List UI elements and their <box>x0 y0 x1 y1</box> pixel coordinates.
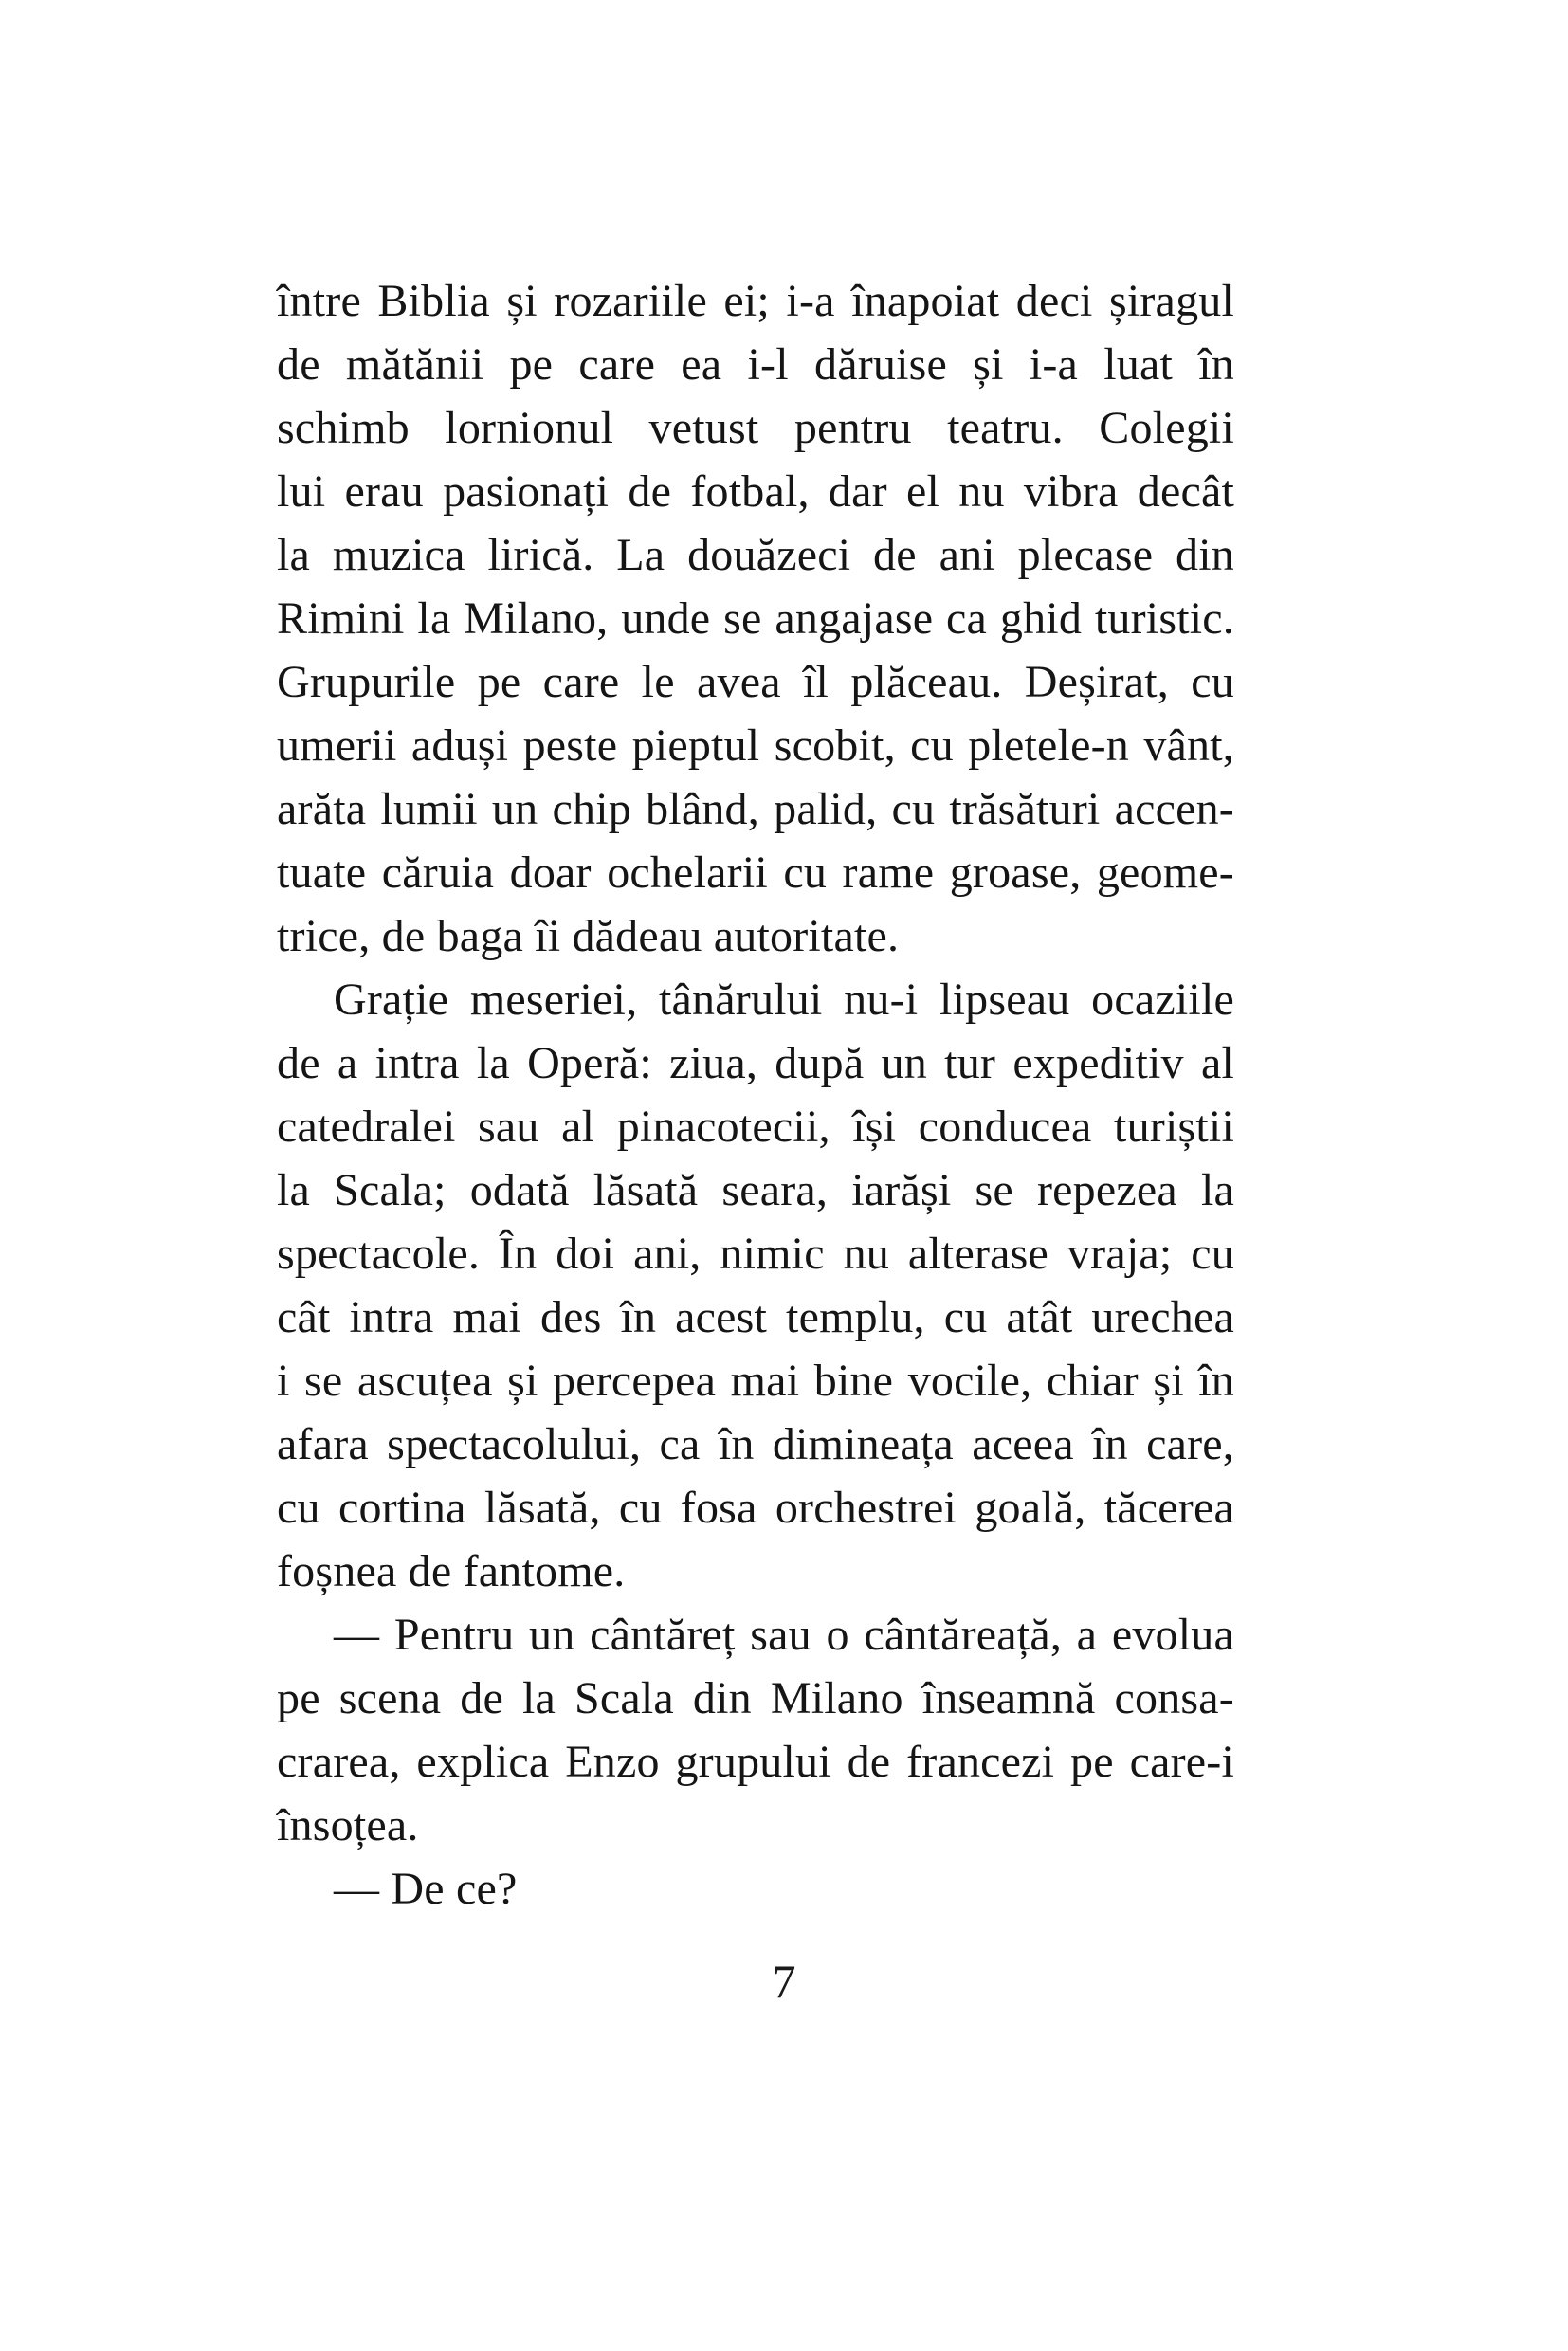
text-line: Rimini la Milano, unde se angajase ca ghid turistic. <box>277 593 1234 644</box>
paragraph <box>277 269 1234 968</box>
text-line: cât intra mai des în acest templu, cu atât urechea <box>277 1292 1234 1342</box>
text-line: însoțea. <box>277 1800 419 1850</box>
text-line: pe scena de la Scala din Milano înseamnă consa- <box>277 1673 1234 1723</box>
text-line: — Pentru un cântăreț sau o cântăreață, a evolua <box>334 1610 1234 1660</box>
text-line: la Scala; odată lăsată seara, iarăși se repezea la <box>277 1165 1234 1215</box>
text-line: lui erau pasionați de fotbal, dar el nu vibra decât <box>277 466 1234 517</box>
text-line: umerii aduși peste pieptul scobit, cu pletele-n vânt, <box>277 720 1234 771</box>
text-line: trice, de baga îi dădeau autoritate. <box>277 911 900 961</box>
text-line: de a intra la Operă: ziua, după un tur expeditiv al <box>277 1038 1234 1088</box>
text-line: Grație meseriei, tânărului nu-i lipseau ocaziile <box>334 975 1234 1025</box>
text-line: la muzica lirică. La douăzeci de ani plecase din <box>277 530 1234 580</box>
text-line: — De ce? <box>334 1864 518 1914</box>
text-line: crarea, explica Enzo grupului de francezi pe care-i <box>277 1737 1234 1787</box>
text-line: spectacole. În doi ani, nimic nu alterase vraja; cu <box>277 1229 1234 1279</box>
text-line: cu cortina lăsată, cu fosa orchestrei goală, tăcerea <box>277 1483 1234 1533</box>
text-line: foșnea de fantome. <box>277 1546 626 1596</box>
text-line: arăta lumii un chip blând, palid, cu trăsături accen- <box>277 784 1234 834</box>
text-block <box>277 269 1234 1921</box>
text-line: catedralei sau al pinacotecii, își conducea turiștii <box>277 1102 1234 1152</box>
text-line: schimb lornionul vetust pentru teatru. Colegii <box>277 403 1234 453</box>
text-line: tuate căruia doar ochelarii cu rame groase, geome- <box>277 847 1234 898</box>
text-line: i se ascuțea și percepea mai bine vocile, chiar și în <box>277 1356 1234 1406</box>
text-line: Grupurile pe care le avea îl plăceau. Deșirat, cu <box>277 657 1234 707</box>
paragraph-dialogue <box>277 1857 1234 1921</box>
page-number: 7 <box>772 1955 796 2008</box>
text-line: între Biblia și rozariile ei; i-a înapoiat deci șiragul <box>277 276 1234 326</box>
paragraph-dialogue <box>277 1603 1234 1857</box>
text-line: afara spectacolului, ca în dimineața aceea în care, <box>277 1419 1234 1469</box>
text-line: de mătănii pe care ea i-l dăruise și i-a luat în <box>277 339 1234 390</box>
paragraph <box>277 968 1234 1603</box>
